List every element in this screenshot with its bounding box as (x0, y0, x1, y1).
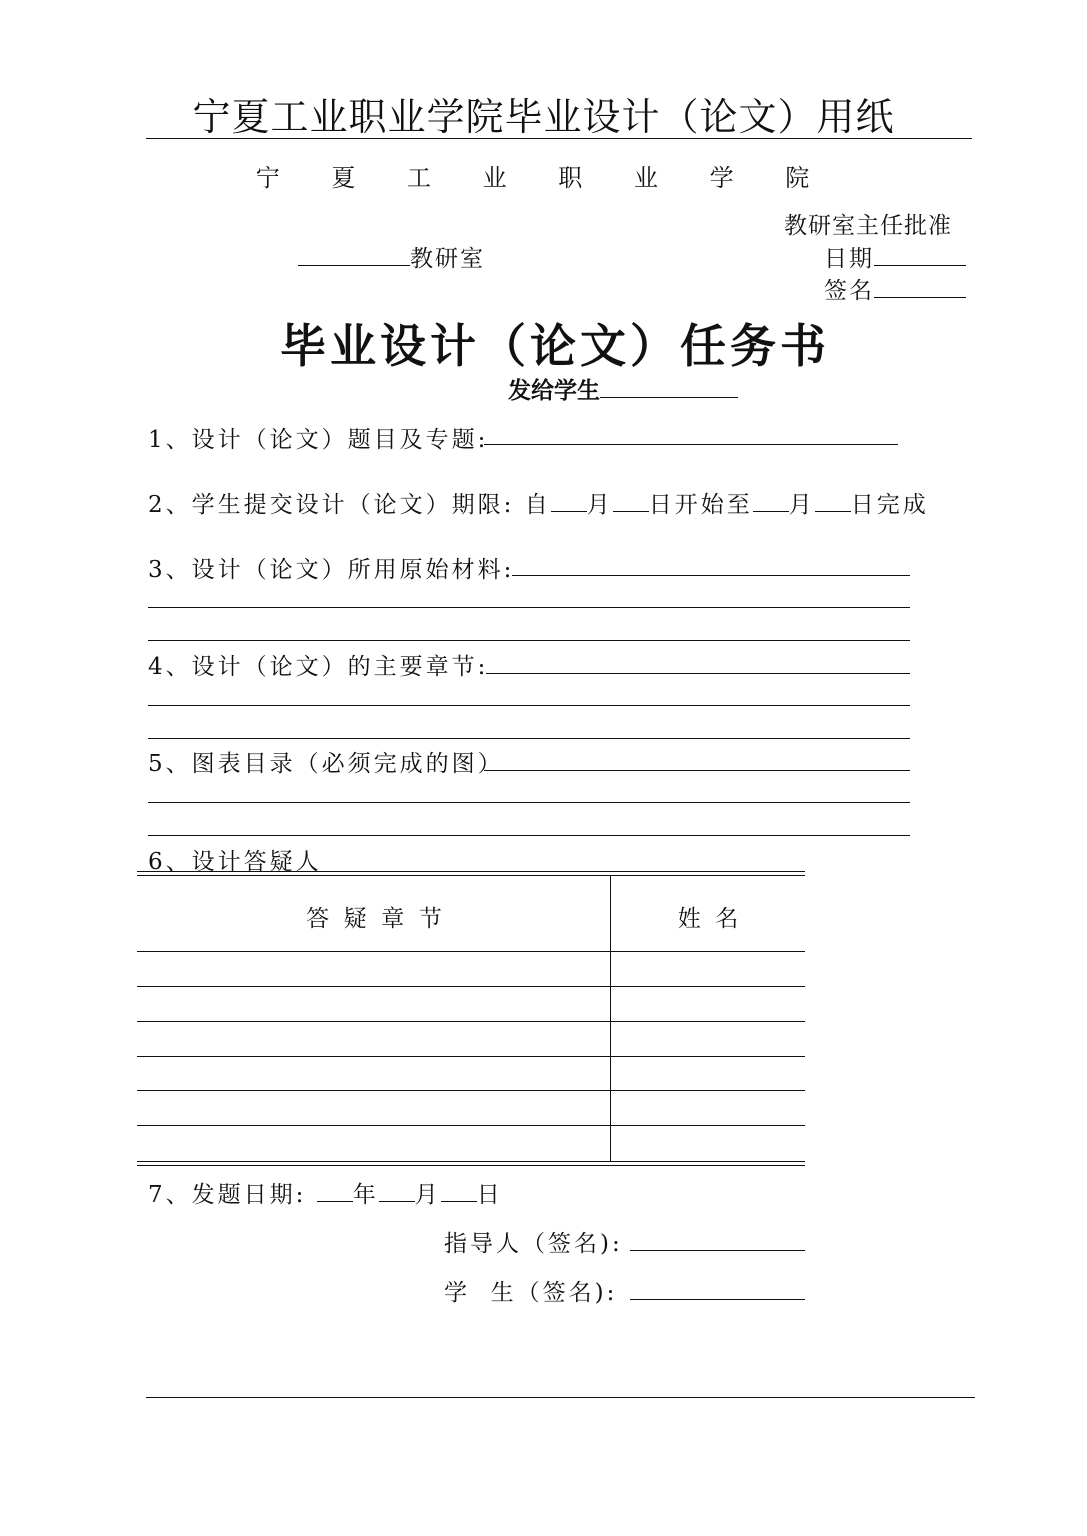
item-figures-label: 5、图表目录（必须完成的图） (148, 751, 504, 777)
student-signature-label: 学 生（签名): (444, 1280, 618, 1306)
department-suffix: 教研室 (410, 246, 485, 272)
figures-field-2[interactable] (148, 802, 910, 803)
department-line (298, 240, 485, 273)
department-blank[interactable] (298, 243, 410, 266)
period-start-month-blank[interactable] (551, 489, 587, 512)
period-from: 自 (524, 492, 551, 518)
period-label: 2、学生提交设计（论文）期限: (148, 492, 515, 518)
table-row-3[interactable] (137, 1056, 805, 1057)
approval-sign-label: 签名 (824, 278, 874, 304)
period-month2: 月 (788, 492, 815, 518)
figures-field-3[interactable] (148, 835, 910, 836)
issue-day-blank[interactable] (441, 1179, 477, 1202)
table-header-chapter: 答 疑 章 节 (306, 906, 442, 932)
institute-name: 宁 夏 工 业 职 业 学 院 (255, 164, 832, 192)
issue-day: 日 (476, 1182, 503, 1208)
chapters-field-1[interactable] (486, 673, 910, 674)
table-header-name: 姓 名 (677, 906, 739, 932)
issue-month-blank[interactable] (379, 1179, 415, 1202)
materials-field-2[interactable] (148, 607, 910, 608)
table-bottom-rule-2 (137, 1165, 805, 1166)
table-row-1[interactable] (137, 986, 805, 987)
advisor-signature-field[interactable] (630, 1250, 805, 1251)
table-bottom-rule-1 (137, 1161, 805, 1162)
period-day-start: 日开始至 (648, 492, 753, 518)
table-row-2[interactable] (137, 1021, 805, 1022)
student-name-blank[interactable] (600, 375, 738, 398)
period-month: 月 (586, 492, 613, 518)
issue-month: 月 (414, 1182, 441, 1208)
item-chapters-label: 4、设计（论文）的主要章节: (148, 654, 489, 680)
issue-date-label: 7、发题日期: (148, 1182, 307, 1208)
footer-rule (146, 1397, 975, 1398)
approval-date-blank[interactable] (874, 243, 966, 266)
period-start-day-blank[interactable] (613, 489, 649, 512)
item-materials-label: 3、设计（论文）所用原始材料: (148, 557, 515, 583)
item-issue-date (148, 1176, 503, 1209)
topic-field[interactable] (484, 444, 898, 445)
issue-to (508, 372, 738, 405)
approval-date-label: 日期 (824, 246, 874, 272)
table-row-5[interactable] (137, 1125, 805, 1126)
approval-sign-blank[interactable] (874, 275, 966, 298)
issue-to-label: 发给学生 (508, 378, 600, 404)
issue-year: 年 (352, 1182, 379, 1208)
table-top-rule-1 (137, 871, 805, 872)
period-end-day-blank[interactable] (815, 489, 851, 512)
approval-date (824, 240, 966, 273)
chapters-field-2[interactable] (148, 705, 910, 706)
item-topic-label: 1、设计（论文）题目及专题: (148, 427, 489, 453)
period-day-end: 日完成 (850, 492, 929, 518)
item-period (148, 486, 929, 519)
approval-heading: 教研室主任批准 (784, 213, 952, 239)
page-header-title: 宁夏工业职业学院毕业设计（论文）用纸 (192, 95, 895, 139)
header-rule (146, 138, 972, 139)
advisor-signature-label: 指导人（签名): (444, 1231, 623, 1257)
issue-year-blank[interactable] (317, 1179, 353, 1202)
table-top-rule-2 (137, 875, 805, 876)
figures-field-1[interactable] (484, 770, 910, 771)
table-row-4[interactable] (137, 1090, 805, 1091)
chapters-field-3[interactable] (148, 738, 910, 739)
materials-field-1[interactable] (512, 575, 910, 576)
materials-field-3[interactable] (148, 640, 910, 641)
item-qa-label: 6、设计答疑人 (148, 849, 322, 875)
table-header-rule (137, 951, 805, 952)
student-signature-field[interactable] (630, 1299, 805, 1300)
period-end-month-blank[interactable] (753, 489, 789, 512)
document-title: 毕业设计（论文）任务书 (280, 319, 830, 373)
approval-sign (824, 272, 966, 305)
